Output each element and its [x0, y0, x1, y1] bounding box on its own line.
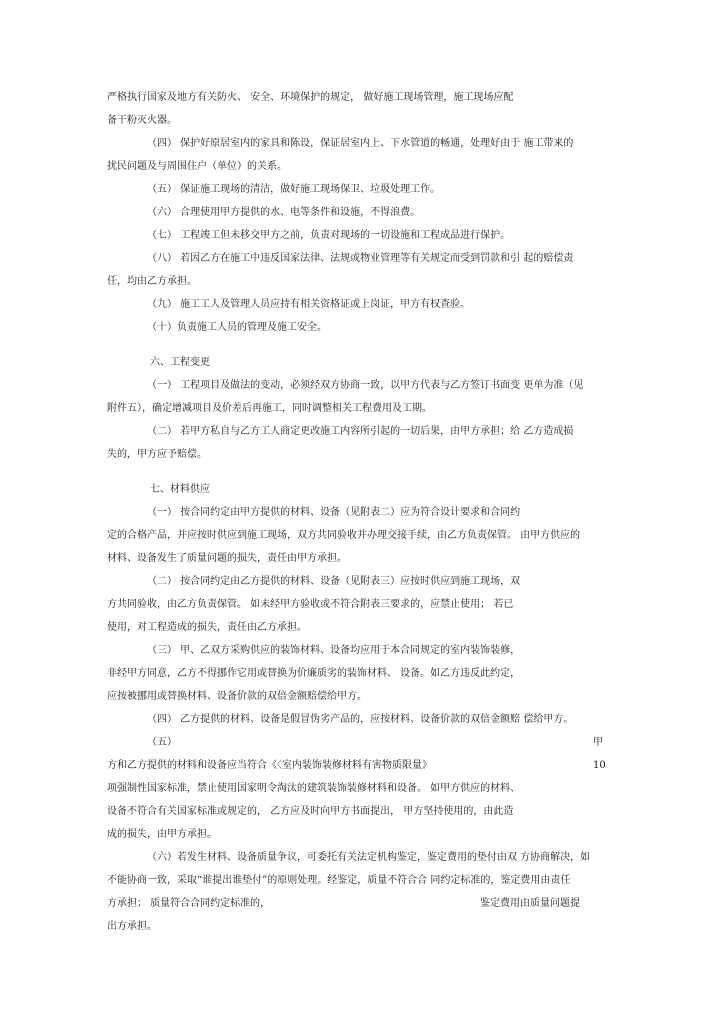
text-line: （一） 工程项目及做法的变动，必须经双方协商一致，以甲方代表与乙方签订书面变 更单为准（见: [147, 380, 584, 391]
text-line: 项强制性国家标准，禁止使用国家明令淘汰的建筑装饰装修材料和设备。 如甲方供应的材料、: [107, 783, 521, 794]
text-line: （五）: [147, 737, 177, 748]
text-line: （六） 合理使用甲方提供的水、电等条件和设施，不得浪费。: [147, 207, 421, 218]
text-line: 严格执行国家及地方有关防火、 安全、环境保护的规定， 做好施工现场管理，施工现场应配: [107, 92, 514, 103]
text-line: （五） 保证施工现场的清洁，做好施工现场保卫、垃圾处理工作。: [147, 184, 441, 195]
text-line: 任，均由乙方承担。: [107, 276, 197, 287]
section-heading: 七、材料供应: [150, 484, 210, 495]
text-line: （八） 若因乙方在施工中违反国家法律、法规或物业管理等有关规定而受到罚款和引 起的赔偿责: [147, 253, 574, 264]
text-line: （二） 按合同约定由乙方提供的材料、设备（见附表三）应按时供应到施工现场，双: [147, 576, 521, 587]
text-line: （三） 甲、乙双方采购供应的装饰材料、设备均应用于本合同规定的室内装饰装修，: [147, 645, 521, 656]
text-line: 备干粉灭火器。: [107, 115, 177, 126]
text-line: （一） 按合同约定由甲方提供的材料、设备（见附表二）应为符合设计要求和合同约: [147, 507, 521, 518]
text-line: 成的损失，由甲方承担。: [107, 829, 217, 840]
text-line: （十）负责施工人员的管理及施工安全。: [147, 322, 327, 333]
text-line: 扰民问题及与周围住户（单位）的关系。: [107, 161, 287, 172]
text-line: 方承担； 质量符合合同约定标准的，: [107, 898, 271, 909]
text-line: 10: [593, 760, 606, 771]
section-heading: 六、工程变更: [150, 357, 210, 368]
text-line: 方和乙方提供的材料和设备应当符合《〈室内装饰装修材料有害物质限量》: [107, 760, 432, 771]
text-line: 材料、设备发生了质量问题的损失，责任由甲方承担。: [107, 553, 347, 564]
text-line: 甲: [593, 737, 603, 748]
text-line: 失的，甲方应予赔偿。: [107, 449, 207, 460]
text-line: 设备不符合有关国家标准或规定的， 乙方应及时向甲方书面提出， 甲方坚持使用的，由此造: [107, 806, 514, 817]
text-line: 附件五），确定增减项目及价差后再施工，同时调整相关工程费用及工期。: [107, 403, 432, 414]
text-line: （七） 工程竣工但未移交甲方之前，负责对现场的一切设施和工程成品进行保护。: [147, 230, 511, 241]
text-line: 应按被挪用或替换材料、设备价款的双倍金额赔偿给甲方。: [107, 691, 367, 702]
text-line: 鉴定费用由质量问题提: [480, 898, 580, 909]
text-line: 方共同验收，由乙方负责保管。 如未经甲方验收或不符合附表三要求的，应禁止使用； 若已: [107, 599, 514, 610]
text-line: 非经甲方同意，乙方不得挪作它用或替换为价廉质劣的装饰材料、 设备。如乙方违反此约定，: [107, 668, 521, 679]
text-line: （九） 施工工人及管理人员应持有相关资格证或上岗证，甲方有权查验。: [147, 299, 471, 310]
text-line: （二） 若甲方私自与乙方工人商定更改施工内容所引起的一切后果，由甲方承担；给 乙方造成损: [147, 426, 574, 437]
text-line: 不能协商一致，采取“谁提出谁垫付”的原则处理。经鉴定，质量不符合合 同约定标准的，鉴定费用由责任: [107, 875, 571, 886]
text-line: 使用，对工程造成的损失，责任由乙方承担。: [107, 622, 307, 633]
text-line: （四） 乙方提供的材料、设备是假冒伪劣产品的，应按材料、设备价款的双倍金额赔 偿给甲方。: [147, 714, 574, 725]
text-line: （四） 保护好原居室内的家具和陈设，保证居室内上、下水管道的畅通，处理好由于 施工带来的: [147, 138, 574, 149]
text-line: 定的合格产品，并应按时供应到施工现场，双方共同验收并办理交接手续，由乙方负责保管。 由甲方供应的: [107, 530, 581, 541]
text-line: 出方承担。: [107, 921, 157, 932]
text-line: （六）若发生材料、设备质量争议，可委托有关法定机构鉴定，鉴定费用的垫付由双 方协商解决，如: [147, 852, 591, 863]
